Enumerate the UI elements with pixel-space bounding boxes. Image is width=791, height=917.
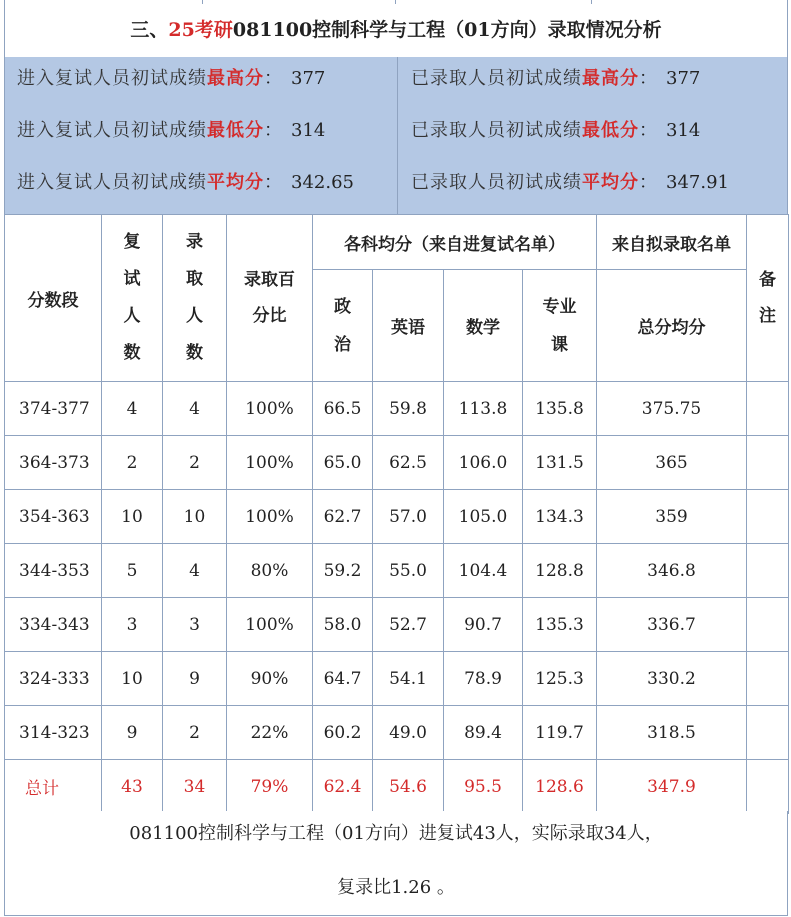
- title-prefix: 三、: [130, 19, 169, 41]
- header-english: 英语: [373, 270, 444, 382]
- score-distribution-table: [4, 214, 789, 814]
- table-row: 334-343 3 3 100% 58.0 52.7 90.7 135.3 336.7: [5, 598, 789, 652]
- header-math: 数学: [444, 270, 523, 382]
- summary-admitted-max: 已录取人员初试成绩最高分： 377: [411, 68, 701, 89]
- table-row: 324-333 10 9 90% 64.7 54.1 78.9 125.3 330.2: [5, 652, 789, 706]
- footer-line-2: 复录比1.26 。: [337, 877, 455, 898]
- page-title: [4, 0, 788, 58]
- table-row: 354-363 10 10 100% 62.7 57.0 105.0 134.3 359: [5, 490, 789, 544]
- header-remark: 备 注: [747, 215, 789, 382]
- admission-analysis-sheet: [4, 0, 788, 917]
- header-admit-rate: 录取百 分比: [227, 215, 313, 382]
- table-row: 314-323 9 2 22% 60.2 49.0 89.4 119.7 318.5: [5, 706, 789, 760]
- header-major: 专业 课: [523, 270, 597, 382]
- header-retest-count: 复 试 人 数: [102, 215, 163, 382]
- table-row: 364-373 2 2 100% 65.0 62.5 106.0 131.5 365: [5, 436, 789, 490]
- summary-retest-max: 进入复试人员初试成绩最高分： 377: [17, 68, 326, 89]
- title-highlight: 25考研: [168, 19, 233, 41]
- header-total-average: 总分均分: [597, 270, 747, 382]
- summary-footer: [4, 811, 788, 916]
- table-row: 344-353 5 4 80% 59.2 55.0 104.4 128.8 346.8: [5, 544, 789, 598]
- header-subject-average-group: 各科均分（来自进复试名单）: [313, 215, 597, 270]
- summary-retest-min: 进入复试人员初试成绩最低分： 314: [17, 120, 326, 141]
- summary-admitted-avg: 已录取人员初试成绩平均分： 347.91: [411, 172, 729, 193]
- title-suffix: 081100控制科学与工程（01方向）录取情况分析: [232, 19, 662, 41]
- summary-retest-avg: 进入复试人员初试成绩平均分： 342.65: [17, 172, 354, 193]
- header-score-range: 分数段: [5, 215, 102, 382]
- header-admit-list-group: 来自拟录取名单: [597, 215, 747, 270]
- table-total-row: 总计 43 34 79% 62.4 54.6 95.5 128.6 347.9: [5, 760, 789, 814]
- table-row: 374-377 4 4 100% 66.5 59.8 113.8 135.8 375.75: [5, 382, 789, 436]
- header-admit-count: 录 取 人 数: [163, 215, 227, 382]
- header-politics: 政 治: [313, 270, 373, 382]
- summary-admitted-min: 已录取人员初试成绩最低分： 314: [411, 120, 701, 141]
- footer-line-1: 081100控制科学与工程（01方向）进复试43人，实际录取34人，: [129, 823, 663, 844]
- score-summary-panel: [4, 57, 788, 215]
